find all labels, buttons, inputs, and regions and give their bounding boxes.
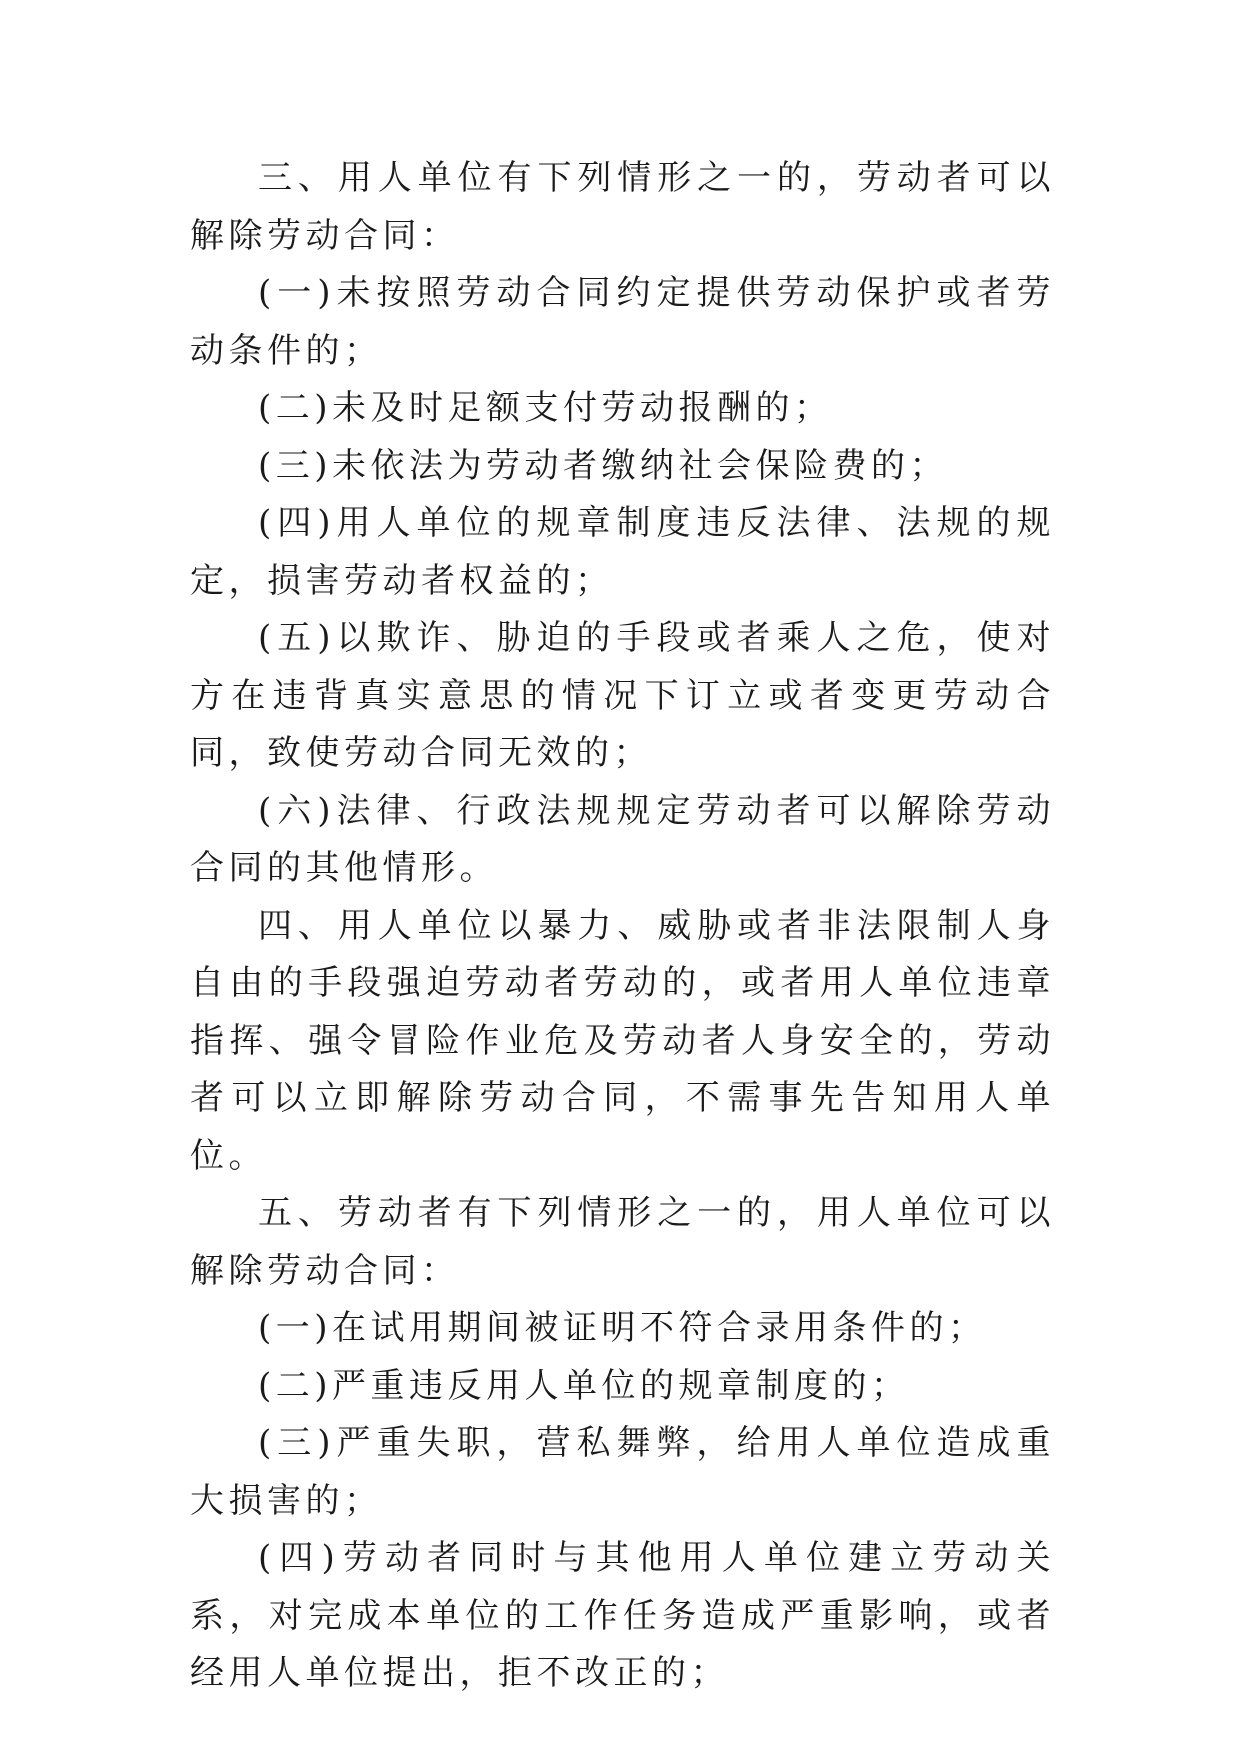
list-item-3-6: (六)法律、行政法规规定劳动者可以解除劳动合同的其他情形。 xyxy=(190,790,1055,888)
list-item-5-3: (三)严重失职，营私舞弊，给用人单位造成重大损害的； xyxy=(190,1423,1055,1521)
list-item-3-2: (二)未及时足额支付劳动报酬的； xyxy=(258,388,833,428)
paragraph-section-3: 三、用人单位有下列情形之一的，劳动者可以解除劳动合同： xyxy=(190,158,1055,256)
list-item-5-2: (二)严重违反用人单位的规章制度的； xyxy=(258,1365,910,1406)
paragraph-section-5: 五、劳动者有下列情形之一的，用人单位可以解除劳动合同： xyxy=(190,1193,1055,1291)
document-body xyxy=(190,150,1055,1703)
list-item-5-4: (四)劳动者同时与其他用人单位建立劳动关系，对完成本单位的工作任务造成严重影响，或者经用人单位提出，拒不改正的； xyxy=(190,1538,1055,1693)
list-item-5-1: (一)在试用期间被证明不符合录用条件的； xyxy=(258,1308,987,1348)
paragraph-section-4: 四、用人单位以暴力、威胁或者非法限制人身自由的手段强迫劳动者劳动的，或者用人单位违章指挥、强令冒险作业危及劳动者人身安全的，劳动者可以立即解除劳动合同，不需事先告知用人单位。 xyxy=(190,905,1055,1176)
list-item-3-3: (三)未依法为劳动者缴纳社会保险费的； xyxy=(258,445,949,486)
list-item-3-4: (四)用人单位的规章制度违反法律、法规的规定，损害劳动者权益的； xyxy=(190,503,1055,601)
list-item-3-5: (五)以欺诈、胁迫的手段或者乘人之危，使对方在违背真实意思的情况下订立或者变更劳动合同，致使劳动合同无效的； xyxy=(190,618,1055,773)
list-item-3-1: (一)未按照劳动合同约定提供劳动保护或者劳动条件的； xyxy=(190,273,1055,371)
